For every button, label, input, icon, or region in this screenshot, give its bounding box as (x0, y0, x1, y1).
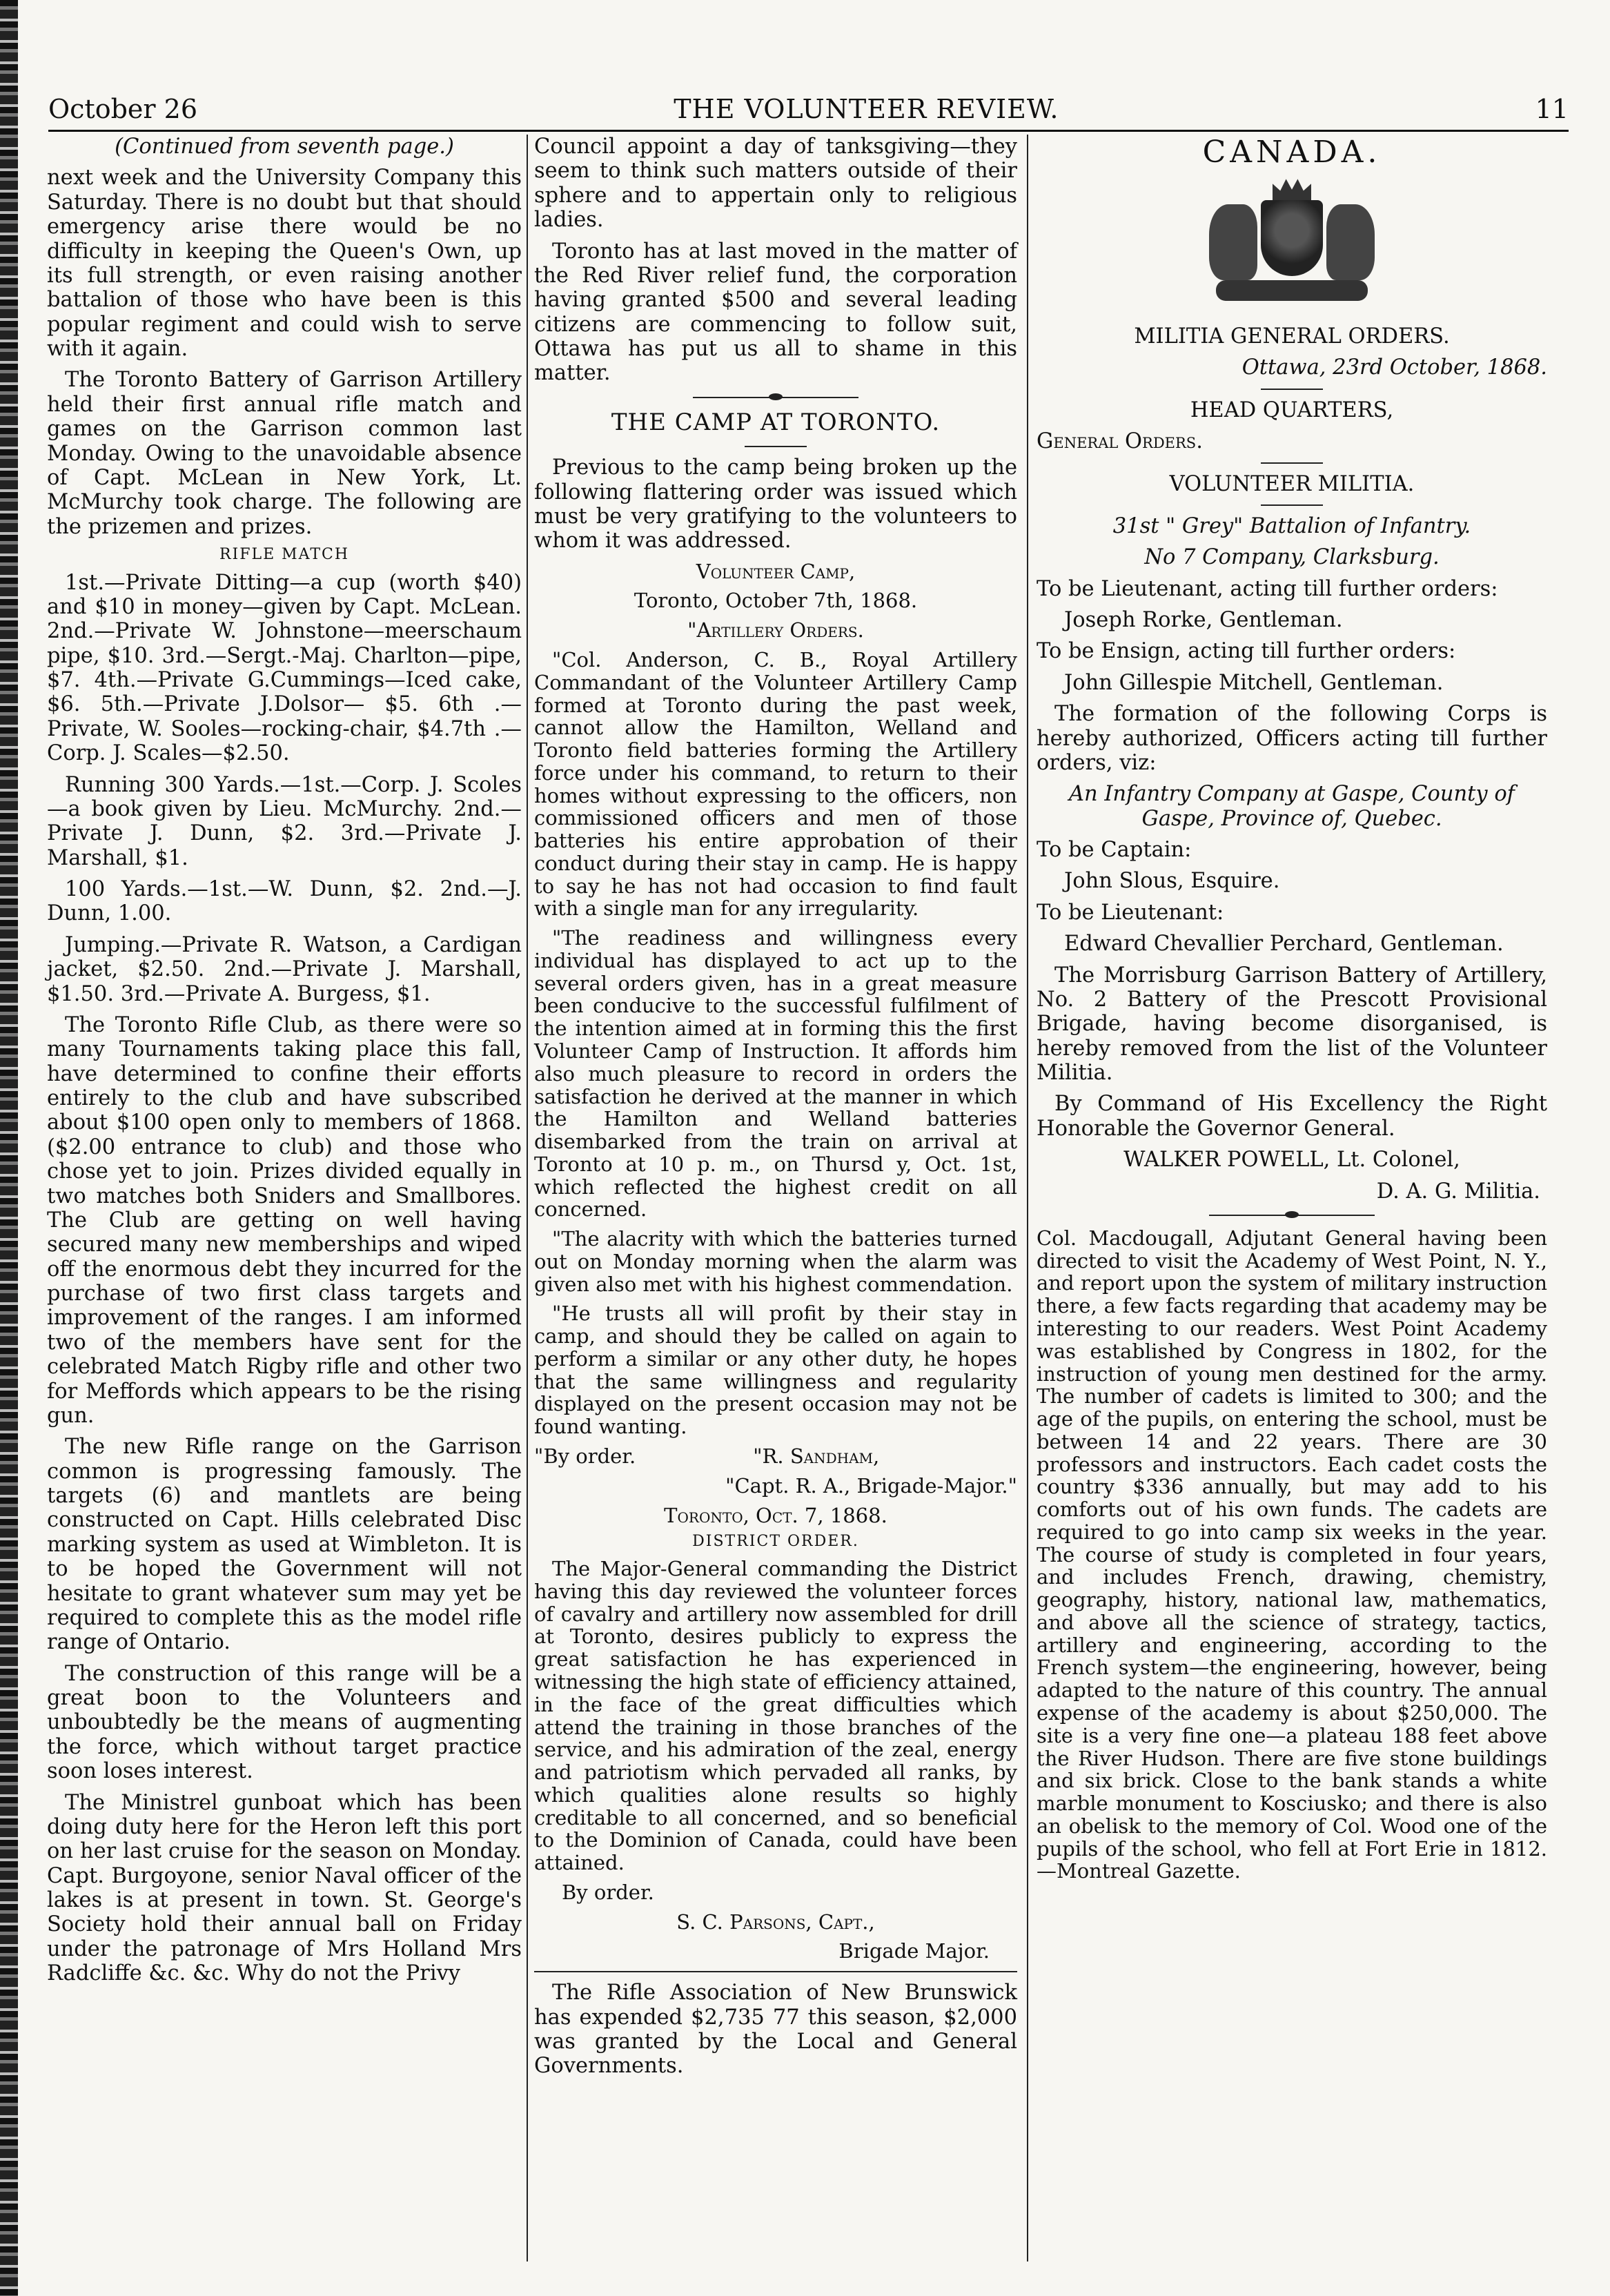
short-rule (1261, 389, 1323, 390)
head-quarters: HEAD QUARTERS, (1190, 398, 1394, 422)
signatory: S. C. Parsons, Capt., (676, 1910, 875, 1934)
canada-heading: CANADA. (1202, 135, 1382, 170)
orders-title: MILITIA GENERAL ORDERS. (1134, 324, 1450, 349)
signatory-title: "Capt. R. A., Brigade-Major." (725, 1473, 1017, 1498)
paragraph: Previous to the camp being broken up the following flattering order was issued which must be very gratifying to the volunteers to whom it was addressed. (534, 455, 1017, 553)
paragraph: The Ministrel gunboat which has been doing duty here for the Heron left this port on her last cruise for the season on Monday. Capt. Burgoyone, senior Naval officer of the lakes is at present in town. St. George's Society hold their annual ball on Friday under the patronage of Mrs Holland Mrs Radcliffe &c. &c. Why do not the Privy (47, 1790, 522, 1986)
paragraph: Toronto has at last moved in the matter of the Red River relief fund, the corporation having granted $500 and several leading citizens are commencing to follow suit, Ottawa has put us all to shame in this matter. (534, 239, 1017, 386)
paragraph: "The readiness and willingness every individual has displayed to act up to the several orders given, has in a great measure been conducive to the successful fulfilment of the intention aimed at in forming this the first Volunteer Camp of Instruction. It affords him also much pleasure to record in orders the satisfaction he derived at the manner in which the Hamilton and Welland batteries disembarked from the train on arrival at Toronto at 10 p. m., on Thursd y, Oct. 1st, which reflected the highest credit on all concerned. (534, 926, 1017, 1221)
volunteer-militia-heading: VOLUNTEER MILITIA. (1169, 471, 1415, 496)
continued-note: (Continued from seventh page.) (115, 135, 454, 159)
camp-dateline: Toronto, October 7th, 1868. (634, 589, 918, 613)
appointment: To be Lieutenant: (1037, 900, 1224, 925)
column-2 (534, 135, 1017, 2261)
paragraph: Running 300 Yards.—1st.—Corp. J. Scoles —a book given by Lieu. McMurchy. 2nd.—Private J. Dunn, $2. 3rd.—Private J. Marshall, $1. (47, 772, 522, 870)
section-divider (693, 397, 858, 398)
paragraph: Council appoint a day of tanksgiving—they seem to think such matters outside of their sphere and to appertain only to religious ladies. (534, 135, 1017, 233)
appointment: To be Lieutenant, acting till further orders: (1037, 576, 1498, 601)
appointment: To be Captain: (1037, 838, 1192, 863)
battalion: 31st " Grey" Battalion of Infantry. (1112, 513, 1471, 538)
paragraph: The Morrisburg Garrison Battery of Artillery, No. 2 Battery of the Prescott Provisional Brigade, having become disorganised, is hereby removed from the list of the Volunteer Militia. (1037, 963, 1547, 1086)
paragraph: The Toronto Rifle Club, as there were so many Tournaments taking place this fall, have determined to confine their efforts entirely to the club and have subscribed about $100 open only to members of 1868. ($2.00 entrance to club) and those who chose yet to join. Prizes divided equally in two matches both Sniders and Smallbores. The Club are getting on well having secured many new memberships and wiped off the enormous debt they incurred for the purchase of two first class targets and improvement of the ranges. I am informed two of the members have sent for the celebrated Match Rigby rifle and other two for Meffords which appears to be the rising gun. (47, 1012, 522, 1428)
column-rule-1 (527, 135, 528, 2261)
appointee: Joseph Rorke, Gentleman. (1064, 608, 1343, 633)
short-rule (1261, 504, 1323, 506)
company: No 7 Company, Clarksburg. (1144, 545, 1440, 570)
coat-of-arms-icon (1195, 177, 1388, 315)
rifle-match-heading: RIFLE MATCH (219, 546, 350, 563)
camp-heading: THE CAMP AT TORONTO. (611, 408, 941, 436)
paragraph: Jumping.—Private R. Watson, a Cardigan jacket, $2.50. 2nd.—Private J. Marshall, $1.50. 3rd.—Private A. Burgess, $1. (47, 932, 522, 1006)
appointee: Edward Chevallier Perchard, Gentleman. (1064, 932, 1504, 956)
signature-line (534, 1445, 1017, 1468)
section-divider (1209, 1215, 1375, 1216)
page-number: 11 (1535, 94, 1569, 124)
signatory-title: Brigade Major. (838, 1939, 990, 1963)
signatory-title: D. A. G. Militia. (1376, 1179, 1540, 1204)
dateline: Ottawa, 23rd October, 1868. (1241, 355, 1547, 380)
short-rule (1261, 462, 1323, 464)
camp-dateline: Volunteer Camp, (696, 559, 856, 583)
paragraph: 1st.—Private Ditting—a cup (worth $40) and $10 in money—given by Capt. McLean. 2nd.—Private W. Johnstone—meerschaum pipe, $10. 3rd.—Sergt.-Maj. Charlton—pipe, $7. 4th.—Private G.Cummings—Iced cake, $6. 5th.—Private J.Dolsor— $5. 6th .—Private, W. Sooles—rocking-chair, $4.7th .—Corp. J. Scales—$2.50. (47, 570, 522, 766)
orders-heading: "Artillery Orders. (687, 618, 864, 642)
general-orders: General Orders. (1037, 429, 1203, 454)
paragraph: "The alacrity with which the batteries turned out on Monday morning when the alarm was given also met with his highest commendation. (534, 1227, 1017, 1296)
newspaper-title: THE VOLUNTEER REVIEW. (674, 94, 1059, 124)
scan-edge (0, 0, 18, 2296)
short-rule (745, 446, 807, 447)
paragraph: The formation of the following Corps is hereby authorized, Officers acting till further orders, viz: (1037, 702, 1547, 775)
paragraph: next week and the University Company this Saturday. There is no doubt but that should emergency arise there would be no difficulty in keeping the Queen's Own, up its full strength, or even raising another battalion of those who have been is this popular regiment and could wish to serve with it again. (47, 166, 522, 361)
paragraph: "He trusts all will profit by their stay in camp, and should they be called on again to perform a similar or any other duty, he hopes that the same willingness and regularity displayed on the present occasion may not be found wanting. (534, 1302, 1017, 1439)
page-header (48, 76, 1569, 132)
column-3 (1037, 135, 1547, 2261)
paragraph: The Rifle Association of New Brunswick has expended $2,735 77 this season, $2,000 was granted by the Local and General Governments. (534, 1981, 1017, 2079)
by-order: By order. (562, 1880, 654, 1904)
appointee: John Slous, Esquire. (1064, 869, 1280, 894)
paragraph: The new Rifle range on the Garrison common is progressing famously. The targets (6) and mantlets are being constructed on Capt. Hills celebrated Disc marking system as used at Wimbleton. It is to be hoped the Government will not hesitate to grant whatever sum may yet be required to complete this as the model rifle range of Ontario. (47, 1435, 522, 1655)
corps-name: An Infantry Company at Gaspe, County of Gaspe, Province of, Quebec. (1069, 782, 1515, 831)
paragraph: The Toronto Battery of Garrison Artillery held their first annual rifle match and games on the Garrison common last Monday. Owing to the unavoidable absence of Capt. McLean in New York, Lt. McMurchy took charge. The following are the prizemen and prizes. (47, 368, 522, 539)
appointee: John Gillespie Mitchell, Gentleman. (1064, 670, 1444, 695)
signatory: "R. Sandham, (753, 1444, 880, 1469)
paragraph: 100 Yards.—1st.—W. Dunn, $2. 2nd.—J. Dunn, 1.00. (47, 877, 522, 926)
rule (534, 1971, 1017, 1972)
column-rule-2 (1027, 135, 1028, 2261)
appointment: To be Ensign, acting till further orders: (1037, 639, 1456, 664)
paragraph: By Command of His Excellency the Right Honorable the Governor General. (1037, 1092, 1547, 1141)
paragraph: The construction of this range will be a great boon to the Volunteers and unboubtedly be the means of augmenting the force, which without target practice soon loses interest. (47, 1661, 522, 1784)
signatory: WALKER POWELL, Lt. Colonel, (1123, 1148, 1460, 1172)
paragraph: Col. Macdougall, Adjutant General having been directed to visit the Academy of West Point, N. Y., and report upon the system of military instruction there, a few facts regarding that academy may be interesting to our readers. West Point Academy was established by Congress in 1802, for the instruction of young men destined for the army. The number of cadets is limited to 300; and the age of the pupils, on entering the school, must be between 14 and 22 years. There are 30 professors and instructors. Each cadet costs the country $336 annually, but may add to his comforts out of his own funds. The cadets are required to go into camp six weeks in the year. The course of study is completed in four years, and includes French, drawing, chemistry, geography, history, national law, mathematics, and above all the science of strategy, tactics, artillery and engineering, according to the French system—the engineering, however, being adapted to the nature of this country. The annual expense of the academy is about $250,000. The site is a very fine one—a plateau 188 feet above the River Hudson. There are five stone buildings and six brick. Close to the bank stands a white marble monument to Kosciusko; and there is also an obelisk to the memory of Col. Wood one of the pupils of the school, who fell at Fort Erie in 1812.—Montreal Gazette. (1037, 1226, 1547, 1883)
district-order-heading: DISTRICT ORDER. (692, 1533, 859, 1551)
by-order: "By order. (534, 1444, 636, 1469)
issue-date: October 26 (48, 94, 197, 124)
column-1 (47, 135, 522, 2261)
paragraph: The Major-General commanding the District having this day reviewed the volunteer forces of cavalry and artillery now assembled for drill at Toronto, desires publicly to express the great satisfaction he has experienced in witnessing the high state of efficiency attained, in the face of the great difficulties which attend the training in those branches of the service, and his admiration of the zeal, energy and patriotism which pervaded all ranks, by which qualities alone results so highly creditable to all concerned, and so beneficial to the Dominion of Canada, could have been attained. (534, 1557, 1017, 1875)
paragraph: "Col. Anderson, C. B., Royal Artillery Commandant of the Volunteer Artillery Camp formed at Toronto during the past week, cannot allow the Hamilton, Welland and Toronto field batteries forming the Artillery force under his command, to return to their homes without expressing to the officers, non commissioned officers and men of those batteries his entire approbation of their conduct during their stay in camp. He is happy to say he has not had occasion to find fault with a single man for any irregularity. (534, 647, 1017, 921)
dateline: Toronto, Oct. 7, 1868. (664, 1503, 887, 1527)
